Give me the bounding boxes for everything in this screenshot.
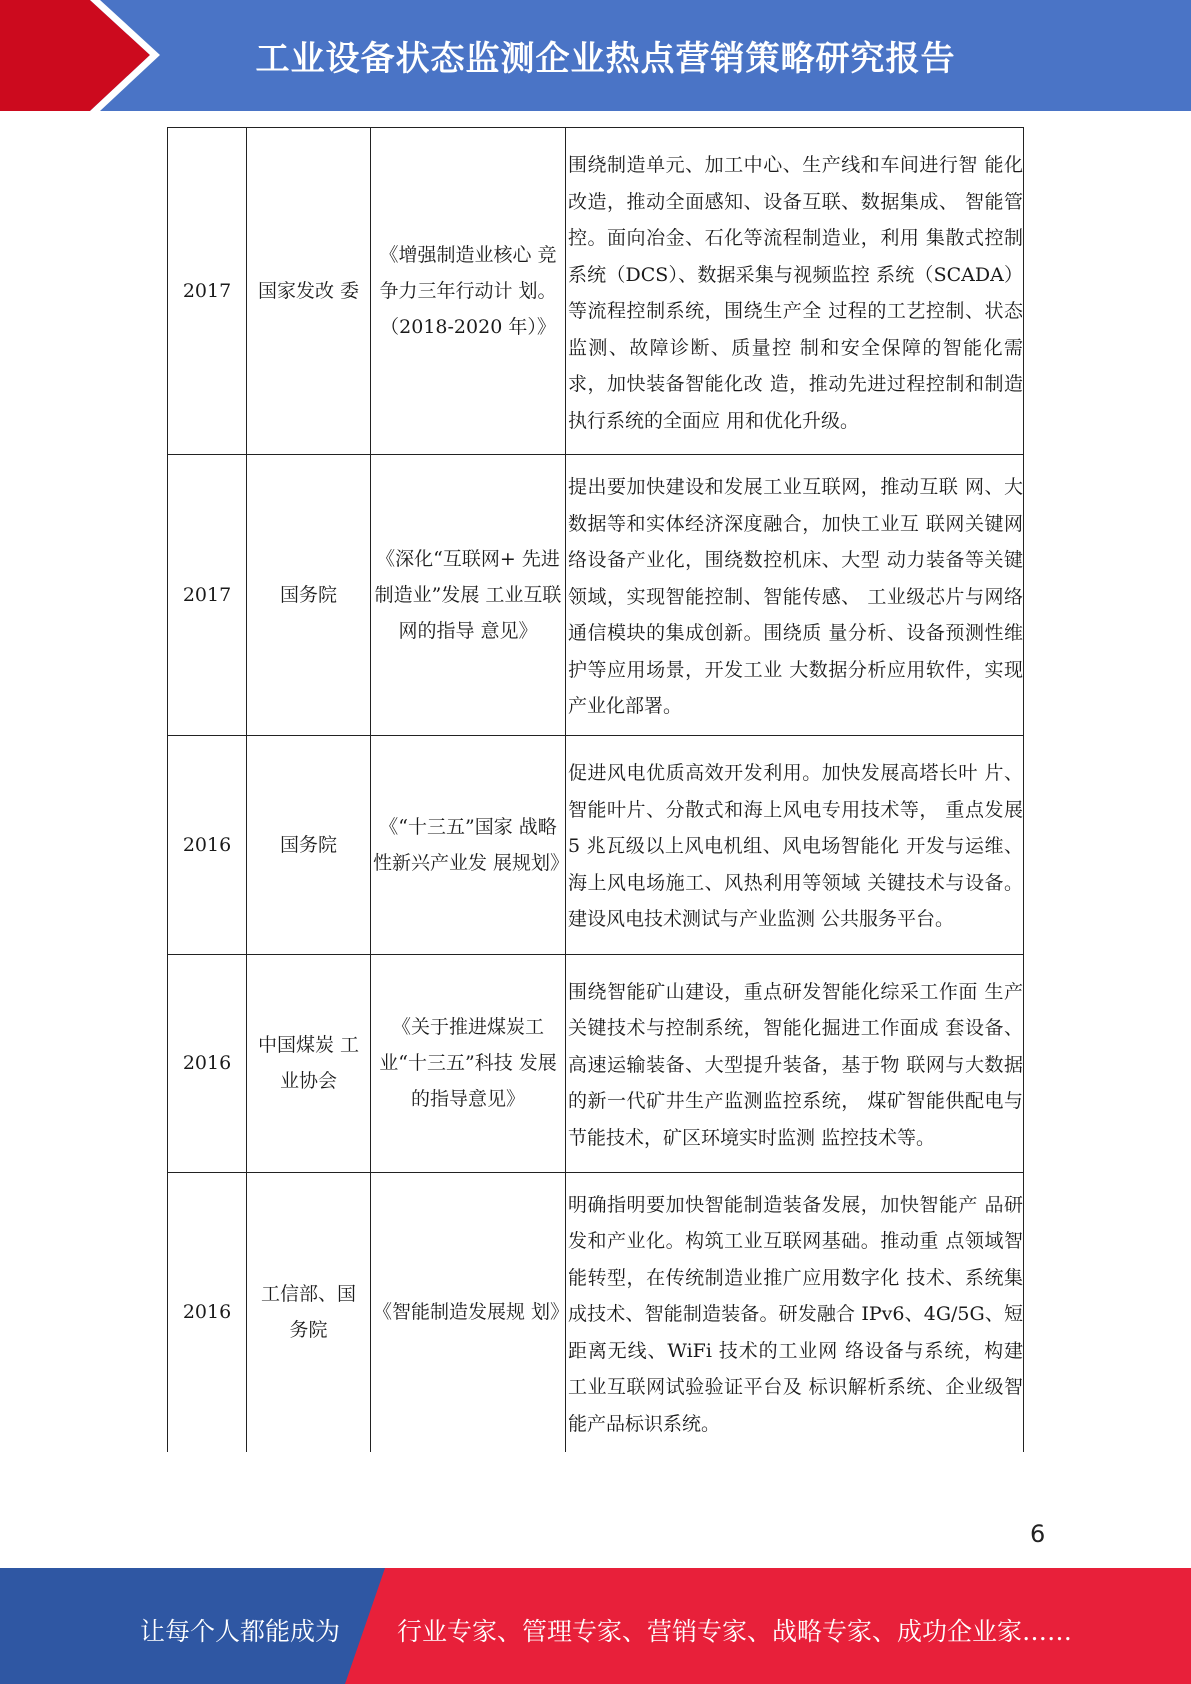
content-cell: 促进风电优质高效开发利用。加快发展高塔长叶 片、智能叶片、分散式和海上风电专用技术等， 重点发展 5 兆瓦级以上风电机组、风电场智能化 开发与运维、海上风电场施工、风热利用等领域 关键技术与设备。建设风电技术测试与产业监测 公共服务平台。 xyxy=(566,735,1024,954)
page-number: 6 xyxy=(1030,1520,1046,1548)
year-cell: 2016 xyxy=(168,954,247,1172)
org-cell: 国家发改 委 xyxy=(247,128,371,455)
report-title: 工业设备状态监测企业热点营销策略研究报告 xyxy=(255,39,956,79)
document-cell: 《智能制造发展规 划》 xyxy=(371,1172,566,1452)
footer-slogan-right: 行业专家、管理专家、营销专家、战略专家、成功企业家…… xyxy=(397,1617,1073,1646)
org-cell: 国务院 xyxy=(247,735,371,954)
document-cell: 《深化“互联网+ 先进制造业”发展 工业互联网的指导 意见》 xyxy=(371,455,566,736)
year-cell: 2017 xyxy=(168,128,247,455)
content-cell: 围绕制造单元、加工中心、生产线和车间进行智 能化改造，推动全面感知、设备互联、数据集成、 智能管控。面向冶金、石化等流程制造业，利用 集散式控制系统（DCS）、数据采集与视频监控 系统（SCADA）等流程控制系统，围绕生产全 过程的工艺控制、状态监测、故障诊断、质量控 制和安全保障的智能化需求，加快装备智能化改 造，推动先进过程控制和制造执行系统的全面应 用和优化升级。 xyxy=(566,128,1024,455)
table-row xyxy=(168,128,1024,455)
document-cell: 《关于推进煤炭工 业“十三五”科技 发展的指导意见》 xyxy=(371,954,566,1172)
header-banner xyxy=(0,0,1191,111)
policy-table xyxy=(167,127,1024,1452)
org-cell: 国务院 xyxy=(247,455,371,736)
table-row xyxy=(168,1172,1024,1452)
document-cell: 《增强制造业核心 竞争力三年行动计 划。（2018-2020 年）》 xyxy=(371,128,566,455)
year-cell: 2017 xyxy=(168,455,247,736)
table-row xyxy=(168,954,1024,1172)
table-row xyxy=(168,455,1024,736)
document-cell: 《“十三五”国家 战略性新兴产业发 展规划》 xyxy=(371,735,566,954)
org-cell: 工信部、国务院 xyxy=(247,1172,371,1452)
year-cell: 2016 xyxy=(168,735,247,954)
content-cell: 提出要加快建设和发展工业互联网，推动互联 网、大数据等和实体经济深度融合，加快工业互 联网关键网络设备产业化，围绕数控机床、大型 动力装备等关键领域，实现智能控制、智能传感、 工业级芯片与网络通信模块的集成创新。围绕质 量分析、设备预测性维护等应用场景，开发工业 大数据分析应用软件，实现产业化部署。 xyxy=(566,455,1024,736)
content-cell: 明确指明要加快智能制造装备发展，加快智能产 品研发和产业化。构筑工业互联网基础。推动重 点领域智能转型，在传统制造业推广应用数字化 技术、系统集成技术、智能制造装备。研发融合 IPv6、4G/5G、短距离无线、WiFi 技术的工业网 络设备与系统，构建工业互联网试验验证平台及 标识解析系统、企业级智能产品标识系统。 xyxy=(566,1172,1024,1452)
table-row xyxy=(168,735,1024,954)
footer-slogan-left: 让每个人都能成为 xyxy=(140,1617,341,1646)
content-cell: 围绕智能矿山建设，重点研发智能化综采工作面 生产关键技术与控制系统，智能化掘进工作面成 套设备、高速运输装备、大型提升装备，基于物 联网与大数据的新一代矿井生产监测监控系统， 煤矿智能供配电与节能技术，矿区环境实时监测 监控技术等。 xyxy=(566,954,1024,1172)
year-cell: 2016 xyxy=(168,1172,247,1452)
org-cell: 中国煤炭 工业协会 xyxy=(247,954,371,1172)
